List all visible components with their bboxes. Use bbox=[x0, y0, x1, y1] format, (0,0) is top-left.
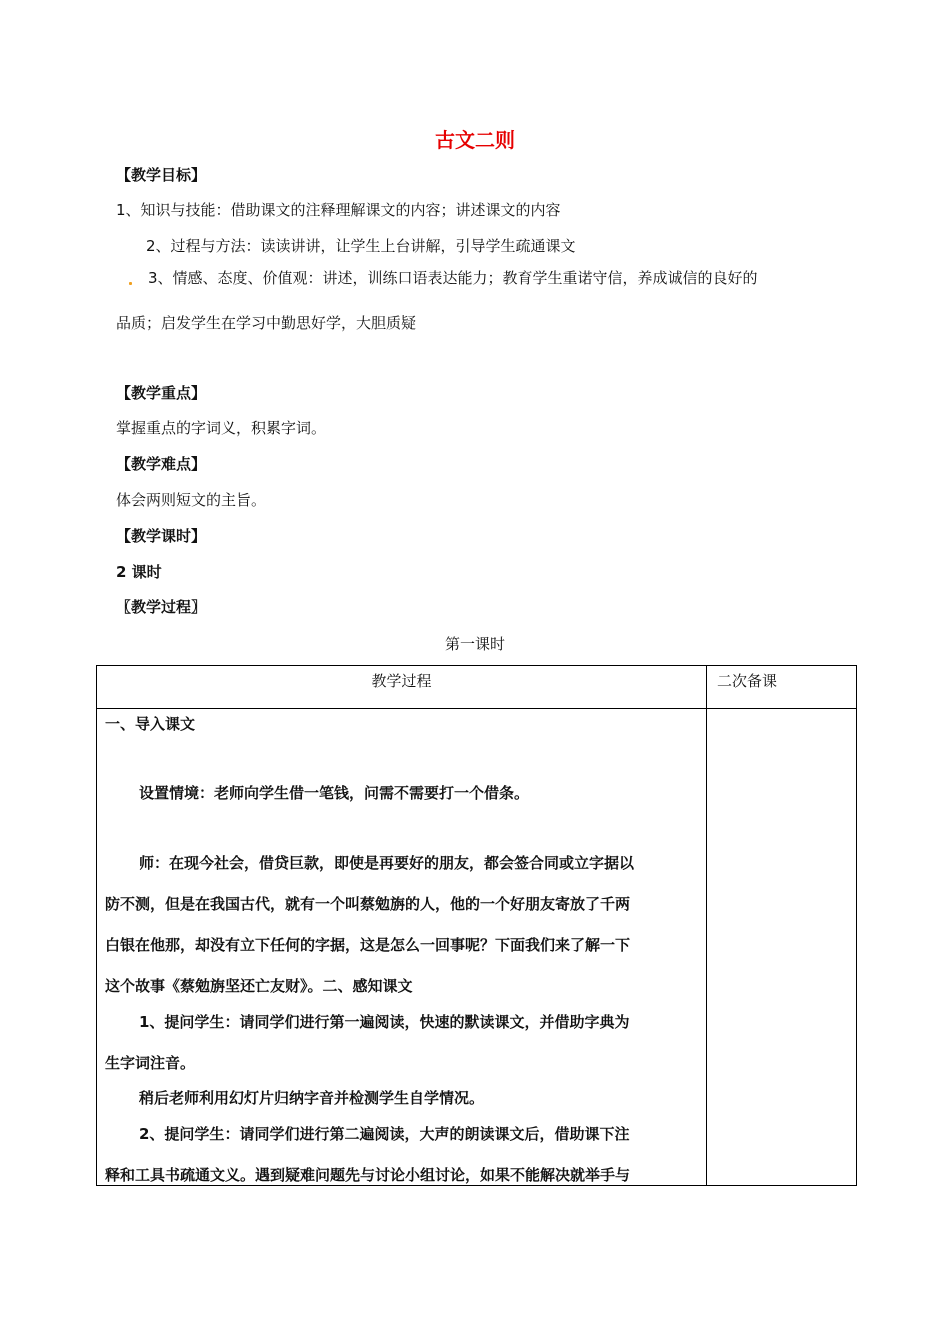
decorative-dot bbox=[129, 282, 132, 285]
content-line: 白银在他那，却没有立下任何的字据，这是怎么一回事呢？下面我们来了解一下 bbox=[105, 936, 631, 954]
content-line: 一、导入课文 bbox=[105, 715, 196, 733]
process-heading: 〖教学过程〗 bbox=[116, 598, 207, 616]
second-preparation-cell bbox=[707, 709, 857, 1186]
table-header-row bbox=[97, 666, 857, 709]
hours-text: 2 课时 bbox=[116, 563, 162, 581]
table-body-row bbox=[97, 709, 857, 1186]
header-main: 教学过程 bbox=[97, 666, 707, 709]
objective-item-1: 1、知识与技能：借助课文的注释理解课文的内容；讲述课文的内容 bbox=[116, 201, 561, 219]
content-line: 1、提问学生：请同学们进行第一遍阅读，快速的默读课文，并借助字典为 bbox=[139, 1013, 630, 1031]
objectives-heading: 【教学目标】 bbox=[116, 166, 207, 184]
content-line: 师：在现今社会，借贷巨款，即使是再要好的朋友，都会签合同或立字据以 bbox=[139, 854, 635, 872]
content-line: 释和工具书疏通文义。遇到疑难问题先与讨论小组讨论，如果不能解决就举手与 bbox=[105, 1166, 631, 1184]
content-line: 防不测，但是在我国古代，就有一个叫蔡勉旃的人，他的一个好朋友寄放了千两 bbox=[105, 895, 631, 913]
content-line: 设置情境：老师向学生借一笔钱，问需不需要打一个借条。 bbox=[139, 784, 530, 802]
period-label: 第一课时 bbox=[444, 635, 505, 653]
lesson-table bbox=[96, 665, 857, 1186]
content-line: 生字词注音。 bbox=[105, 1054, 196, 1072]
objective-item-2: 2、过程与方法：读读讲讲，让学生上台讲解，引导学生疏通课文 bbox=[146, 237, 576, 255]
key-points-text: 掌握重点的字词义，积累字词。 bbox=[116, 419, 327, 437]
key-points-heading: 【教学重点】 bbox=[116, 384, 207, 402]
content-line: 2、提问学生：请同学们进行第二遍阅读，大声的朗读课文后，借助课下注 bbox=[139, 1125, 630, 1143]
objective-item-3-line-2: 品质；启发学生在学习中勤思好学，大胆质疑 bbox=[116, 314, 417, 332]
lesson-content-cell bbox=[97, 709, 707, 1186]
difficulties-heading: 【教学难点】 bbox=[116, 455, 207, 473]
content-line: 这个故事《蔡勉旃坚还亡友财》。二、感知课文 bbox=[105, 977, 413, 995]
hours-heading: 【教学课时】 bbox=[116, 527, 207, 545]
document-title: 古文二则 bbox=[435, 128, 515, 152]
objective-item-3-line-1: 3、情感、态度、价值观：讲述，训练口语表达能力；教育学生重诺守信，养成诚信的良好的 bbox=[148, 269, 758, 287]
content-line: 稍后老师利用幻灯片归纳字音并检测学生自学情况。 bbox=[139, 1089, 485, 1107]
difficulties-text: 体会两则短文的主旨。 bbox=[116, 491, 267, 509]
header-side: 二次备课 bbox=[707, 666, 857, 709]
